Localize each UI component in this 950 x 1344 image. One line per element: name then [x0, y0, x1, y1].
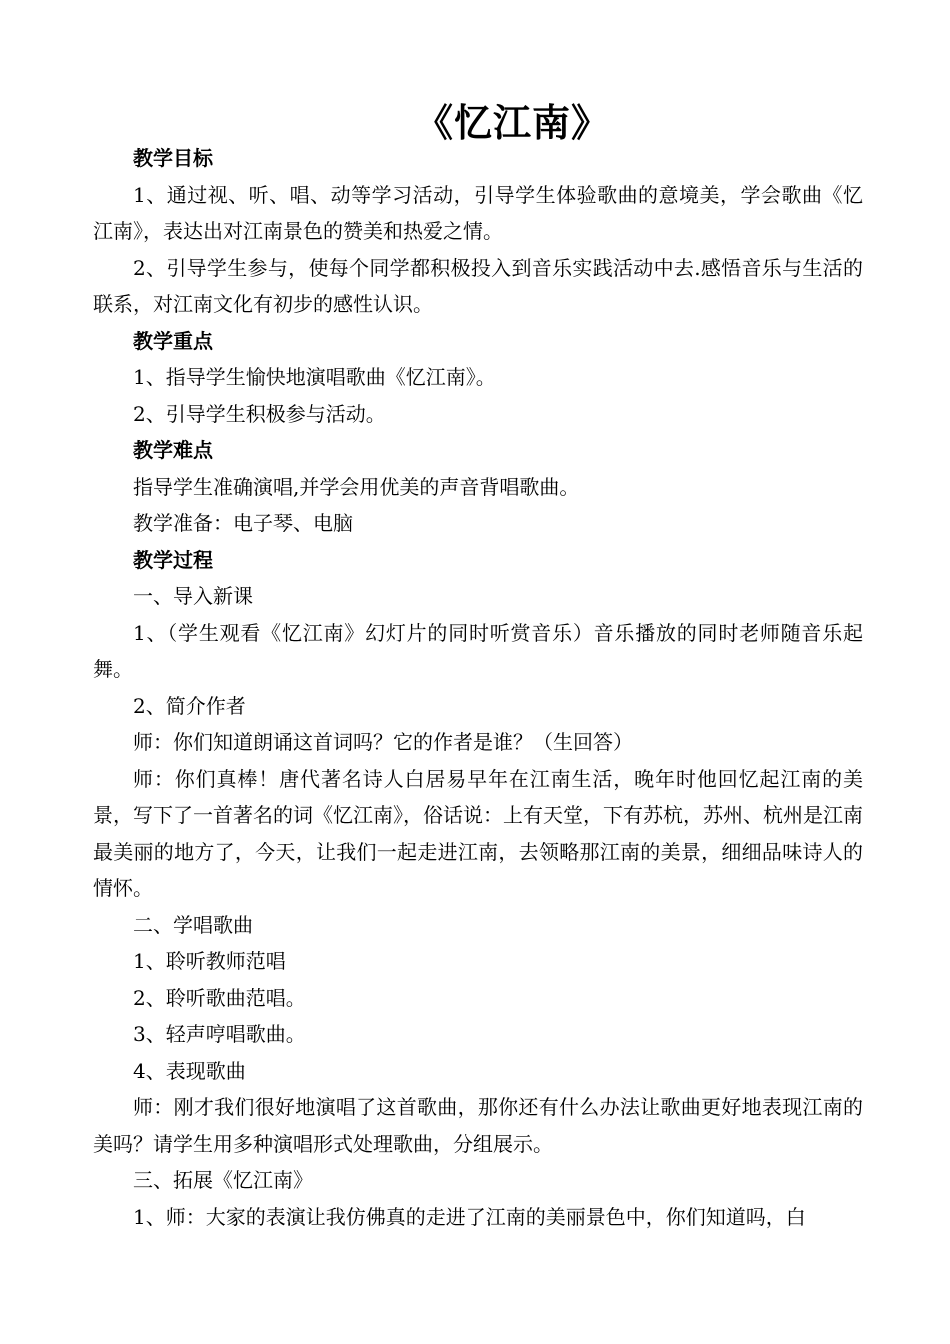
paragraph: 2、简介作者 — [133, 693, 246, 718]
paragraph: 2、聆听歌曲范唱。 — [133, 985, 306, 1010]
document-title: 《忆江南》 — [414, 100, 610, 145]
paragraph: 1、通过视、听、唱、动等学习活动，引导学生体验歌曲的意境美，学会歌曲《忆江南》，表达出对江南景色的赞美和热爱之情。 — [93, 182, 863, 243]
section-heading: 一、导入新课 — [133, 584, 253, 608]
paragraph: 1、（学生观看《忆江南》幻灯片的同时听赏音乐）音乐播放的同时老师随音乐起舞。 — [93, 620, 863, 681]
paragraph: 1、师：大家的表演让我仿佛真的走进了江南的美丽景色中，你们知道吗，白 — [133, 1204, 806, 1229]
paragraph: 师：你们真棒！唐代著名诗人白居易早年在江南生活，晚年时他回忆起江南的美景，写下了一首著名的词《忆江南》，俗话说：上有天堂，下有苏杭，苏州、杭州是江南最美丽的地方了，今天，让我们一起走进江南，去领略那江南的美景，细细品味诗人的情怀。 — [93, 766, 863, 900]
paragraph: 教学准备：电子琴、电脑 — [133, 511, 353, 535]
paragraph: 4、表现歌曲 — [133, 1058, 246, 1083]
document-body — [93, 140, 863, 1235]
paragraph: 3、轻声哼唱歌曲。 — [133, 1022, 306, 1046]
paragraph: 指导学生准确演唱,并学会用优美的声音背唱歌曲。 — [133, 474, 580, 499]
paragraph: 1、聆听教师范唱 — [133, 949, 286, 973]
heading-teaching-difficulty: 教学难点 — [133, 438, 213, 462]
heading-teaching-process: 教学过程 — [133, 547, 213, 572]
section-heading: 二、学唱歌曲 — [133, 912, 253, 937]
paragraph: 2、引导学生积极参与活动。 — [133, 401, 386, 426]
heading-teaching-focus: 教学重点 — [133, 328, 213, 353]
paragraph: 1、指导学生愉快地演唱歌曲《忆江南》。 — [133, 365, 496, 389]
heading-teaching-goals: 教学目标 — [133, 146, 213, 170]
section-heading: 三、拓展《忆江南》 — [133, 1168, 313, 1192]
paragraph: 师：你们知道朗诵这首词吗？它的作者是谁？（生回答） — [133, 730, 633, 754]
paragraph: 师：刚才我们很好地演唱了这首歌曲，那你还有什么办法让歌曲更好地表现江南的美吗？请学生用多种演唱形式处理歌曲，分组展示。 — [93, 1095, 863, 1156]
paragraph: 2、引导学生参与，使每个同学都积极投入到音乐实践活动中去.感悟音乐与生活的联系，对江南文化有初步的感性认识。 — [93, 255, 863, 316]
